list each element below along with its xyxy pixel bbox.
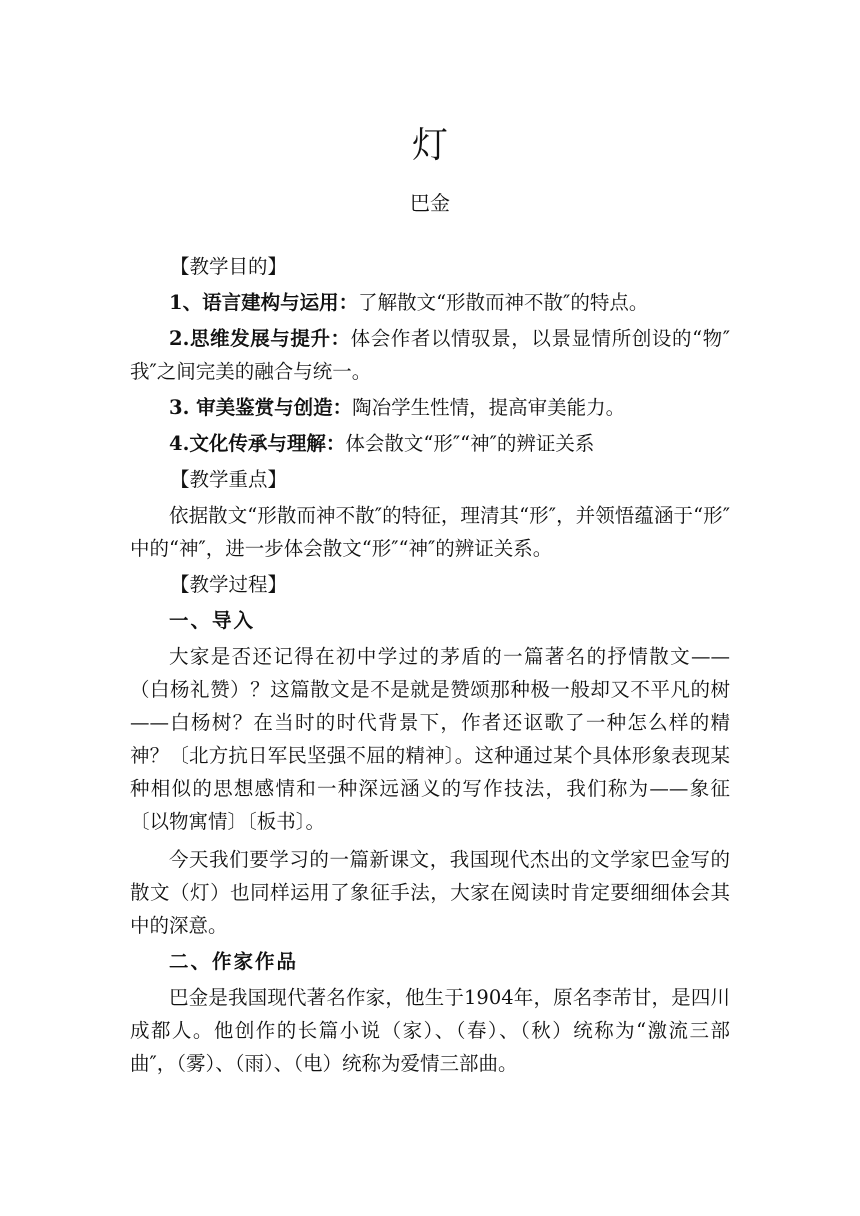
goal-4	[130, 427, 730, 460]
goals-heading: 【教学目的】	[170, 255, 288, 278]
process-heading: 【教学过程】	[170, 573, 288, 596]
part-1-paragraph-1: 大家是否还记得在初中学过的茅盾的一篇著名的抒情散文——（白杨礼赞）？这篇散文是不是就是赞颂那种极一般却又不平凡的树——白杨树？在当时的时代背景下，作者还讴歌了一种怎么样的精神？〔北方抗日军民坚强不屈的精神〕。这种通过某个具体形象表现某种相似的思想感情和一种深远涵义的写作技法，我们称为——象征〔以物寓情〕〔板书〕。	[130, 645, 730, 833]
key-paragraph: 依据散文“形散而神不散″的特征，理清其“形″，并领悟蕴涵于“形″中的“神″，进一步体会散文“形″“神″的辨证关系。	[130, 504, 730, 560]
goal-3-label: 3. 审美鉴赏与创造：	[169, 396, 353, 419]
part-2-heading: 二、作家作品	[169, 950, 299, 973]
goal-2-text: 体会作者以情驭景，以景显情所创设的“物″我″之间完美的融合与统一。	[130, 327, 730, 383]
goal-1-label: 1、语言建构与运用：	[169, 291, 359, 314]
goal-1	[130, 286, 730, 319]
key-heading: 【教学重点】	[170, 468, 288, 491]
goal-3-text: 陶冶学生性情，提高审美能力。	[352, 396, 626, 419]
part-1-paragraph-2: 今天我们要学习的一篇新课文，我国现代杰出的文学家巴金写的散文（灯）也同样运用了象征手法，大家在阅读时肯定要细细体会其中的深意。	[130, 848, 730, 937]
goal-4-text: 体会散文“形″“神″的辨证关系	[345, 432, 595, 455]
document-title: 灯	[411, 125, 448, 166]
document-author: 巴金	[410, 191, 450, 215]
goal-4-label: 4.文化传承与理解：	[169, 432, 346, 455]
goal-1-text: 了解散文“形散而神不散″的特点。	[358, 291, 649, 314]
goal-2	[130, 322, 730, 388]
part-2-paragraph-1: 巴金是我国现代著名作家，他生于1904年，原名李芾甘，是四川成都人。他创作的长篇小说（家）、（春）、（秋）统称为“激流三部曲″，（雾）、（雨）、（电）统称为爱情三部曲。	[130, 986, 730, 1075]
part-1-heading: 一、导入	[169, 609, 256, 632]
goal-3	[130, 391, 730, 424]
goal-2-label: 2.思维发展与提升：	[169, 327, 351, 350]
document-body	[130, 250, 730, 1080]
